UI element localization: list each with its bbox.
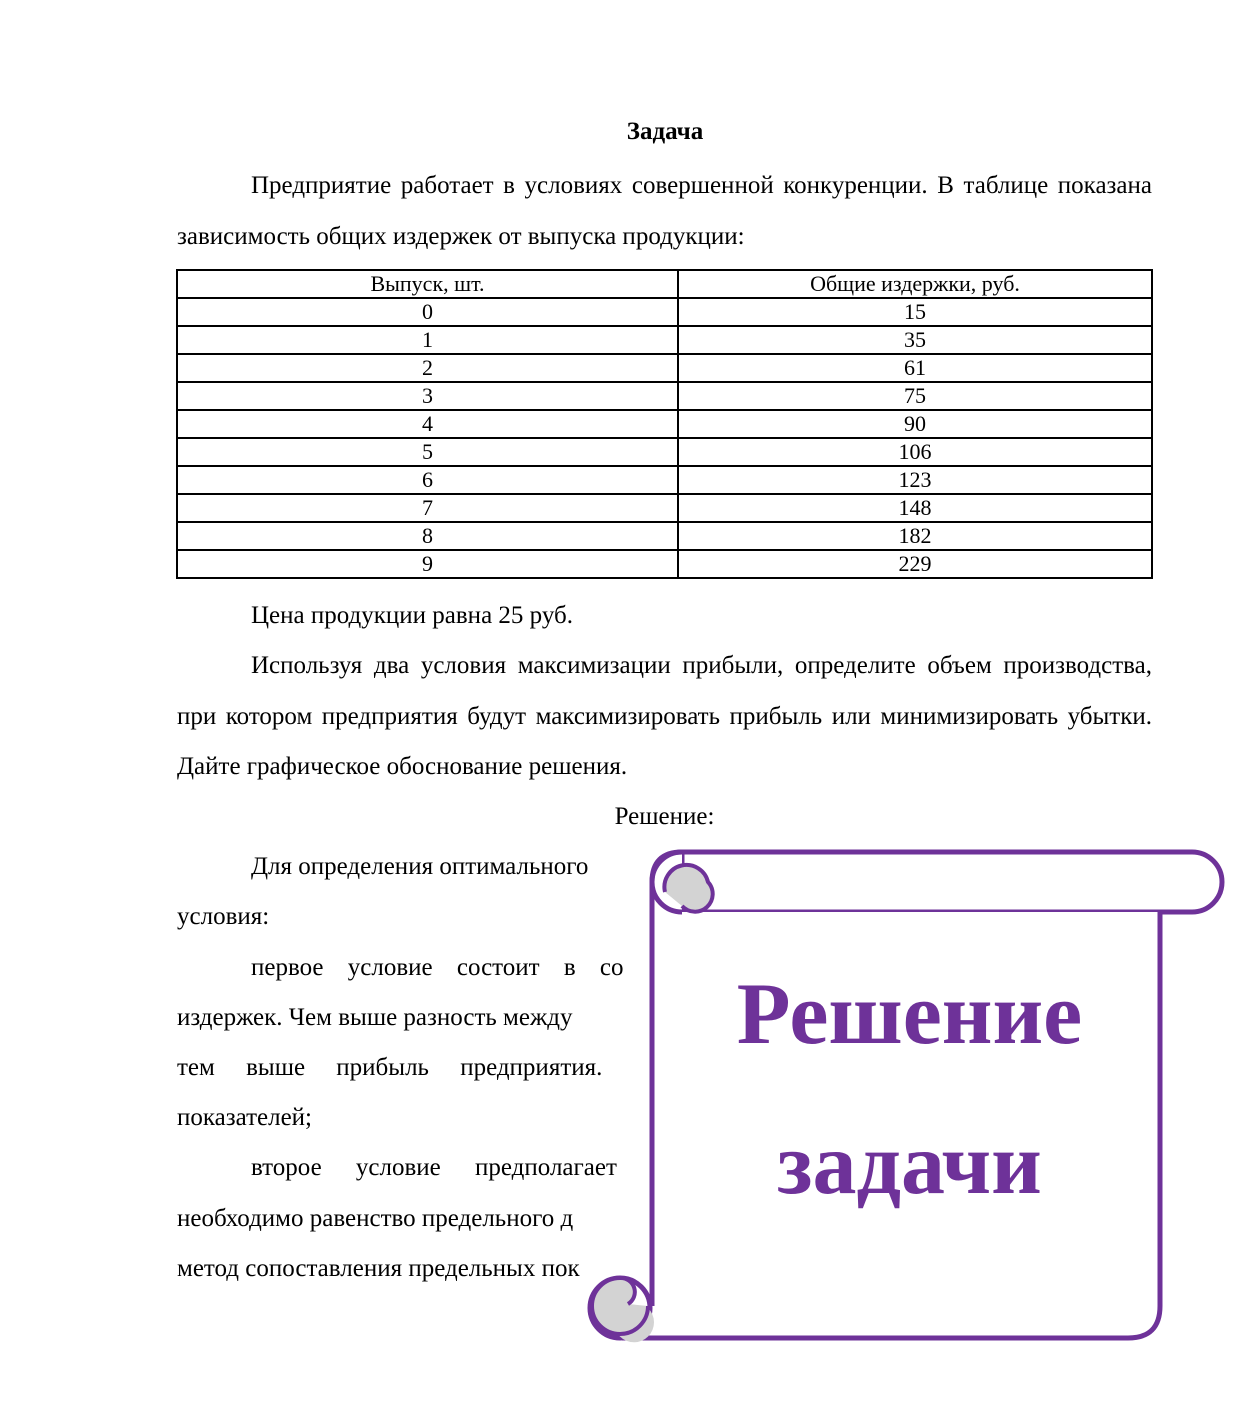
table-row — [177, 550, 1152, 578]
cell-output: 2 — [177, 354, 678, 382]
cell-total-cost: 75 — [678, 382, 1152, 410]
costs-table — [176, 269, 1153, 579]
solution-para3-line3: метод сопоставления предельных пок — [177, 1255, 580, 1282]
banner-line2: задачи — [777, 1116, 1042, 1213]
solution-scroll-banner — [582, 846, 1230, 1346]
table-row — [177, 410, 1152, 438]
solution-para2-line3: тем выше прибыль предприятия. — [177, 1054, 603, 1081]
cell-output: 4 — [177, 410, 678, 438]
solution-para3-line1: второе условие предполагает — [251, 1154, 617, 1181]
price-line: Цена продукции равна 25 руб. — [251, 602, 573, 629]
solution-para2-line1: первое условие состоит в со — [251, 954, 624, 981]
cell-output: 5 — [177, 438, 678, 466]
table-row — [177, 326, 1152, 354]
table-row — [177, 466, 1152, 494]
cell-total-cost: 61 — [678, 354, 1152, 382]
solution-para3-line2: необходимо равенство предельного д — [177, 1205, 574, 1232]
header-total-cost: Общие издержки, руб. — [678, 270, 1152, 298]
cell-total-cost: 15 — [678, 298, 1152, 326]
solution-para2-line2: издержек. Чем выше разность между — [177, 1004, 573, 1031]
cell-total-cost: 35 — [678, 326, 1152, 354]
cell-output: 7 — [177, 494, 678, 522]
table-header-row — [177, 270, 1152, 298]
cell-output: 9 — [177, 550, 678, 578]
table-row — [177, 494, 1152, 522]
cell-output: 0 — [177, 298, 678, 326]
cell-total-cost: 229 — [678, 550, 1152, 578]
page-title: Задача — [626, 118, 704, 145]
intro-paragraph: Предприятие работает в условиях совершенной конкуренции. В таблице показана зависимость общих издержек от выпуска продукции: — [177, 172, 1152, 250]
table-row — [177, 382, 1152, 410]
cell-output: 1 — [177, 326, 678, 354]
scroll-graphic — [582, 846, 1230, 1346]
cell-total-cost: 90 — [678, 410, 1152, 438]
table-row — [177, 354, 1152, 382]
solution-para1-line1: Для определения оптимального — [251, 853, 589, 880]
solution-para1-line2: условия: — [177, 903, 270, 930]
cell-total-cost: 123 — [678, 466, 1152, 494]
cell-output: 8 — [177, 522, 678, 550]
cell-total-cost: 148 — [678, 494, 1152, 522]
table-row — [177, 298, 1152, 326]
header-output: Выпуск, шт. — [177, 270, 678, 298]
table-row — [177, 522, 1152, 550]
banner-line1: Решение — [736, 966, 1083, 1063]
solution-para2-line4: показателей; — [177, 1104, 312, 1131]
cell-total-cost: 106 — [678, 438, 1152, 466]
solution-heading: Решение: — [614, 803, 715, 830]
task-paragraph: Используя два условия максимизации прибыли, определите объем производства, при котором предприятия будут максимизировать прибыль или минимизировать убытки. Дайте графическое обоснование решения. — [177, 652, 1152, 780]
cell-total-cost: 182 — [678, 522, 1152, 550]
table-row — [177, 438, 1152, 466]
cell-output: 6 — [177, 466, 678, 494]
cell-output: 3 — [177, 382, 678, 410]
